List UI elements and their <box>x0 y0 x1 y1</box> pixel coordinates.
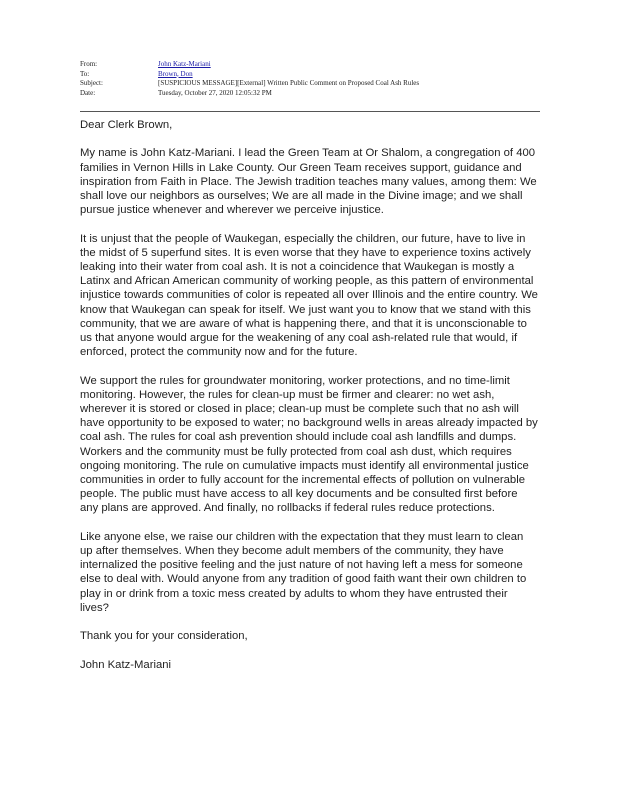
to-row <box>80 70 540 80</box>
to-label: To: <box>80 69 90 78</box>
signature: John Katz-Mariani <box>80 658 172 671</box>
subject-row <box>80 79 540 89</box>
closing: Thank you for your consideration, <box>80 630 248 643</box>
date-label: Date: <box>80 88 96 97</box>
date-value: Tuesday, October 27, 2020 12:05:32 PM <box>158 88 272 97</box>
paragraph-waukegan: It is unjust that the people of Waukegan, especially the children, our future, have to live in the midst of 5 superfund sites. It is even worse that they have to experience toxins actively leaking into their water from coal ash. It is not a coincidence that Waukegan is mostly a Latinx and African American community of working people, as this pattern of environmental injustice towards communities of color is repeated all over Illinois and the entire country. We know that Waukegan can speak for itself. We just want you to know that we stand with this community, that we are aware of what is happening there, and that it is unconscionable to us that anyone would argue for the weakening of any coal ash-related rule that would, if enforced, protect the community now and for the future. <box>80 232 538 359</box>
date-row <box>80 89 540 99</box>
email-body <box>80 118 538 686</box>
from-row <box>80 60 540 70</box>
subject-value: [SUSPICIOUS MESSAGE][External] Written Public Comment on Proposed Coal Ash Rules <box>158 79 420 87</box>
from-link[interactable]: John Katz-Mariani <box>158 60 211 68</box>
from-label: From: <box>80 60 98 68</box>
greeting: Dear Clerk Brown, <box>80 119 173 131</box>
header-divider <box>80 111 540 112</box>
email-header <box>80 60 540 98</box>
subject-label: Subject: <box>80 79 103 87</box>
paragraph-rules: We support the rules for groundwater monitoring, worker protections, and no time-limit monitoring. However, the rules for clean-up must be firmer and clearer: no wet ash, wherever it is stored or closed in place; clean-up must be complete such that no ash will have opportunity to be exposed to water; no background wells in areas already impacted by coal ash. The rules for coal ash prevention should include coal ash landfills and dumps. Workers and the community must be fully protected from coal ash dust, which requires ongoing monitoring. The rule on cumulative impacts must identify all environmental justice communities in order to fully account for the incremental effects of pollution on vulnerable people. The public must have access to all key documents and be consulted first before any plans are approved. And finally, no rollbacks if federal rules reduce protections. <box>80 374 538 515</box>
paragraph-intro: My name is John Katz-Mariani. I lead the Green Team at Or Shalom, a congregation of 400 families in Vernon Hills in Lake County. Our Green Team receives support, guidance and inspiration from Faith in Place. The Jewish tradition teaches many values, among them: We shall love our neighbors as ourselves; We are all made in the Divine image; and we shall pursue justice whenever and wherever we perceive injustice. <box>80 147 537 217</box>
paragraph-children: Like anyone else, we raise our children with the expectation that they must learn to clean up after themselves. When they become adult members of the community, they have internalized the positive feeling and the just nature of not having left a mess for someone else to deal with. Would anyone from any tradition of good faith want their own children to play in or drink from a toxic mess created by adults to whom they have entrusted their lives? <box>80 530 527 614</box>
to-link[interactable]: Brown, Don <box>158 69 193 78</box>
